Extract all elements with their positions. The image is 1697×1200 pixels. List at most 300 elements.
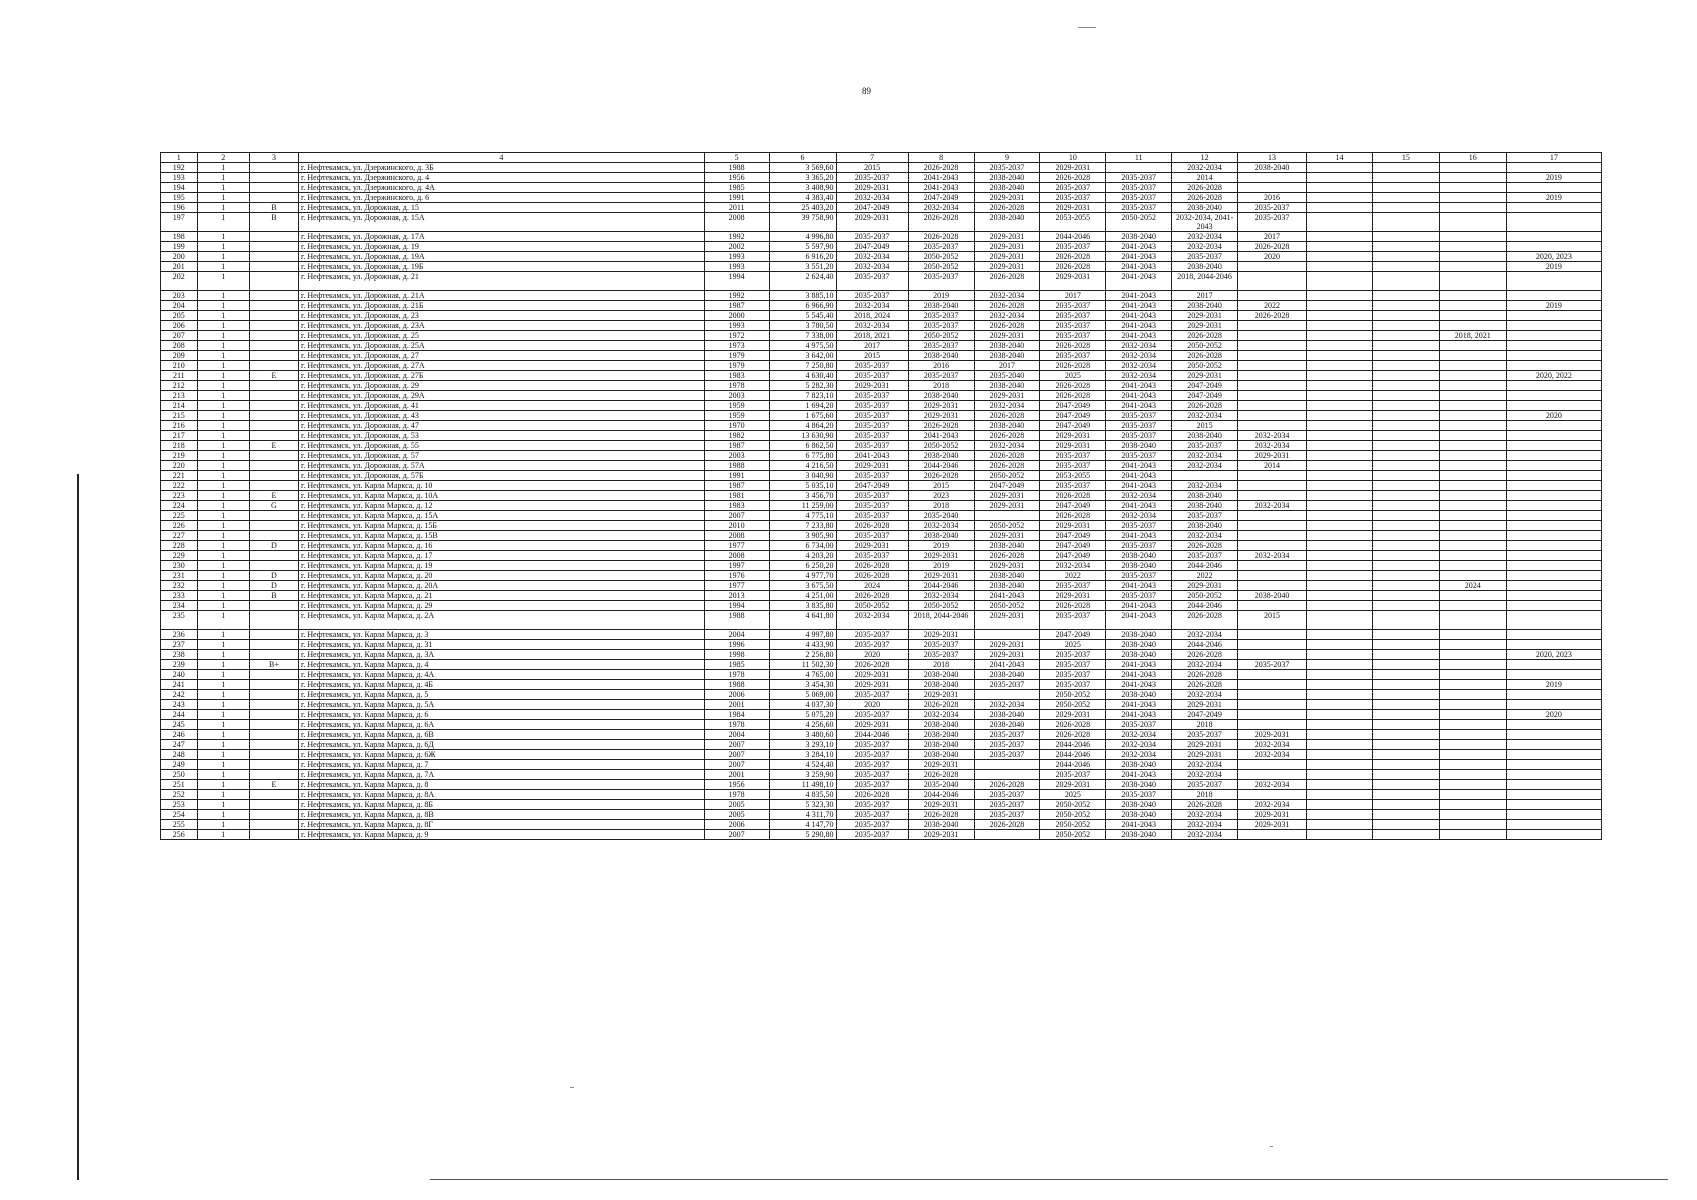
work-period-cell-16 [1439,461,1506,471]
energy-class-cell: Е [249,780,298,790]
year-built-cell: 2005 [704,810,769,820]
area-cell: 4 216,50 [769,461,836,471]
year-built-cell: 1998 [704,650,769,660]
work-period-cell-12: 2032-2034 [1172,830,1238,840]
work-period-cell-16 [1439,471,1506,481]
work-period-cell-13: 2038-2040 [1238,163,1307,173]
area-cell: 5 282,30 [769,381,836,391]
work-period-cell-15 [1372,790,1439,800]
year-built-cell: 2002 [704,242,769,252]
table-row [161,173,1602,183]
work-period-cell-10: 2035-2037 [1040,331,1106,341]
work-period-cell-9: 2029-2031 [974,232,1040,242]
work-period-cell-17 [1506,203,1601,213]
work-period-cell-17 [1506,421,1601,431]
row-number-cell: 211 [161,371,198,381]
work-period-cell-17 [1506,471,1601,481]
work-period-cell-17 [1506,561,1601,571]
work-period-cell-16 [1439,213,1506,232]
year-built-cell: 1959 [704,401,769,411]
work-period-cell-11: 2038-2040 [1106,760,1172,770]
address-cell: г. Нефтекамск, ул. Карла Маркса, д. 7А [299,770,705,780]
work-period-cell-9: 2038-2040 [974,381,1040,391]
work-period-cell-17 [1506,820,1601,830]
work-period-cell-10: 2035-2037 [1040,611,1106,630]
work-period-cell-10: 2026-2028 [1040,361,1106,371]
work-period-cell-13: 2029-2031 [1238,451,1307,461]
year-built-cell: 1978 [704,381,769,391]
work-period-cell-10: 2044-2046 [1040,740,1106,750]
address-cell: г. Нефтекамск, ул. Карла Маркса, д. 10 [299,481,705,491]
row-number-cell: 250 [161,770,198,780]
address-cell: г. Нефтекамск, ул. Карла Маркса, д. 7 [299,760,705,770]
work-period-cell-7: 2029-2031 [836,670,908,680]
work-period-cell-12: 2038-2040 [1172,301,1238,311]
work-period-cell-8: 2038-2040 [908,820,974,830]
work-period-cell-11: 2041-2043 [1106,501,1172,511]
work-period-cell-17 [1506,163,1601,173]
work-period-cell-13 [1238,291,1307,301]
work-period-cell-14 [1307,431,1373,441]
area-cell: 4 975,50 [769,341,836,351]
work-period-cell-8: 2050-2052 [908,601,974,611]
energy-class-cell [249,252,298,262]
energy-class-cell: D [249,541,298,551]
work-period-cell-11: 2038-2040 [1106,800,1172,810]
table-row [161,630,1602,640]
energy-class-cell [249,810,298,820]
work-period-cell-11: 2041-2043 [1106,381,1172,391]
work-period-cell-10: 2022 [1040,571,1106,581]
work-period-cell-12: 2035-2037 [1172,441,1238,451]
work-period-cell-12: 2029-2031 [1172,321,1238,331]
work-period-cell-13: 2032-2034 [1238,740,1307,750]
count-cell: 1 [197,401,249,411]
year-built-cell: 1993 [704,262,769,272]
work-period-cell-16 [1439,800,1506,810]
year-built-cell: 2005 [704,800,769,810]
count-cell: 1 [197,371,249,381]
work-period-cell-8: 2047-2049 [908,193,974,203]
work-period-cell-11: 2050-2052 [1106,213,1172,232]
work-period-cell-12: 2032-2034 [1172,760,1238,770]
year-built-cell: 2001 [704,700,769,710]
work-period-cell-13 [1238,601,1307,611]
work-period-cell-17 [1506,601,1601,611]
table-row [161,700,1602,710]
area-cell: 5 069,00 [769,690,836,700]
work-period-cell-17 [1506,670,1601,680]
work-period-cell-12: 2038-2040 [1172,491,1238,501]
count-cell: 1 [197,730,249,740]
work-period-cell-9: 2035-2037 [974,790,1040,800]
work-period-cell-14 [1307,501,1373,511]
work-period-cell-17 [1506,441,1601,451]
area-cell: 4 997,80 [769,630,836,640]
work-period-cell-10: 2029-2031 [1040,521,1106,531]
work-period-cell-9: 2035-2040 [974,371,1040,381]
work-period-cell-17 [1506,451,1601,461]
year-built-cell: 1991 [704,471,769,481]
count-cell: 1 [197,561,249,571]
work-period-cell-10: 2035-2037 [1040,351,1106,361]
year-built-cell: 2008 [704,213,769,232]
work-period-cell-14 [1307,301,1373,311]
work-period-cell-13 [1238,262,1307,272]
energy-class-cell [249,401,298,411]
work-period-cell-13: 2032-2034 [1238,780,1307,790]
work-period-cell-11: 2041-2043 [1106,531,1172,541]
work-period-cell-16: 2024 [1439,581,1506,591]
work-period-cell-13: 2015 [1238,611,1307,630]
work-period-cell-13 [1238,381,1307,391]
work-period-cell-11: 2041-2043 [1106,581,1172,591]
energy-class-cell [249,770,298,780]
work-period-cell-17 [1506,311,1601,321]
work-period-cell-11: 2041-2043 [1106,311,1172,321]
work-period-cell-17 [1506,800,1601,810]
area-cell: 3 675,50 [769,581,836,591]
work-period-cell-7: 2035-2037 [836,371,908,381]
address-cell: г. Нефтекамск, ул. Дорожная, д. 27Б [299,371,705,381]
work-period-cell-8: 2035-2037 [908,311,974,321]
work-period-cell-12: 2032-2034 [1172,461,1238,471]
work-period-cell-17 [1506,521,1601,531]
work-period-cell-10: 2026-2028 [1040,173,1106,183]
work-period-cell-10: 2053-2055 [1040,213,1106,232]
work-period-cell-15 [1372,581,1439,591]
year-built-cell: 1983 [704,371,769,381]
work-period-cell-13: 2032-2034 [1238,431,1307,441]
area-cell: 4 203,20 [769,551,836,561]
work-period-cell-16 [1439,441,1506,451]
work-period-cell-14 [1307,351,1373,361]
work-period-cell-12: 2047-2049 [1172,391,1238,401]
count-cell: 1 [197,670,249,680]
work-period-cell-9: 2050-2052 [974,471,1040,481]
energy-class-cell [249,431,298,441]
count-cell: 1 [197,361,249,371]
work-period-cell-17 [1506,581,1601,591]
area-cell: 4 835,50 [769,790,836,800]
work-period-cell-13 [1238,471,1307,481]
row-number-cell: 212 [161,381,198,391]
work-period-cell-10: 2026-2028 [1040,252,1106,262]
year-built-cell: 2007 [704,830,769,840]
row-number-cell: 256 [161,830,198,840]
work-period-cell-7: 2035-2037 [836,690,908,700]
work-period-cell-10: 2026-2028 [1040,491,1106,501]
address-cell: г. Нефтекамск, ул. Дорожная, д. 47 [299,421,705,431]
work-period-cell-9: 2029-2031 [974,491,1040,501]
work-period-cell-13: 2029-2031 [1238,730,1307,740]
work-period-cell-12: 2026-2028 [1172,611,1238,630]
work-period-cell-15 [1372,351,1439,361]
row-number-cell: 251 [161,780,198,790]
work-period-cell-11: 2041-2043 [1106,291,1172,301]
year-built-cell: 1978 [704,670,769,680]
work-period-cell-7: 2015 [836,351,908,361]
row-number-cell: 225 [161,511,198,521]
work-period-cell-11: 2041-2043 [1106,670,1172,680]
year-built-cell: 2001 [704,770,769,780]
work-period-cell-7: 2026-2028 [836,790,908,800]
work-period-cell-13: 2032-2034 [1238,800,1307,810]
table-row [161,521,1602,531]
table-row [161,720,1602,730]
area-cell: 4 037,30 [769,700,836,710]
work-period-cell-16 [1439,232,1506,242]
count-cell: 1 [197,640,249,650]
work-period-cell-7: 2020 [836,650,908,660]
energy-class-cell [249,511,298,521]
work-period-cell-13: 2022 [1238,301,1307,311]
count-cell: 1 [197,471,249,481]
work-period-cell-7: 2026-2028 [836,591,908,601]
work-period-cell-10: 2026-2028 [1040,391,1106,401]
work-period-cell-7: 2035-2037 [836,291,908,301]
year-built-cell: 2010 [704,521,769,531]
work-period-cell-10: 2029-2031 [1040,591,1106,601]
work-period-cell-17 [1506,690,1601,700]
work-period-cell-9: 2038-2040 [974,351,1040,361]
address-cell: г. Нефтекамск, ул. Карла Маркса, д. 6Д [299,740,705,750]
work-period-cell-12: 2032-2034 [1172,242,1238,252]
address-cell: г. Нефтекамск, ул. Карла Маркса, д. 17 [299,551,705,561]
work-period-cell-7: 2029-2031 [836,461,908,471]
count-cell: 1 [197,710,249,720]
work-period-cell-15 [1372,173,1439,183]
work-period-cell-12: 2029-2031 [1172,581,1238,591]
address-cell: г. Нефтекамск, ул. Карла Маркса, д. 20А [299,581,705,591]
work-period-cell-8: 2029-2031 [908,630,974,640]
address-cell: г. Нефтекамск, ул. Дорожная, д. 29А [299,391,705,401]
area-cell: 4 256,60 [769,720,836,730]
work-period-cell-13: 2032-2034 [1238,441,1307,451]
area-cell: 6 250,20 [769,561,836,571]
work-period-cell-8: 2029-2031 [908,551,974,561]
work-period-cell-14 [1307,262,1373,272]
area-cell: 5 035,10 [769,481,836,491]
work-period-cell-8: 2023 [908,491,974,501]
work-period-cell-15 [1372,291,1439,301]
address-cell: г. Нефтекамск, ул. Карла Маркса, д. 5А [299,700,705,710]
work-period-cell-10: 2035-2037 [1040,581,1106,591]
work-period-cell-8: 2041-2043 [908,183,974,193]
header-cell: 13 [1238,153,1307,163]
address-cell: г. Нефтекамск, ул. Дорожная, д. 41 [299,401,705,411]
work-period-cell-17: 2020, 2023 [1506,252,1601,262]
work-period-cell-8: 2038-2040 [908,720,974,730]
work-period-cell-8: 2026-2028 [908,810,974,820]
work-period-cell-13 [1238,770,1307,780]
work-period-cell-7: 2035-2037 [836,421,908,431]
area-cell: 6 862,50 [769,441,836,451]
work-period-cell-16 [1439,760,1506,770]
work-period-cell-15 [1372,411,1439,421]
work-period-cell-12: 2018 [1172,790,1238,800]
area-cell: 6 734,00 [769,541,836,551]
work-period-cell-9 [974,770,1040,780]
address-cell: г. Нефтекамск, ул. Дорожная, д. 57 [299,451,705,461]
address-cell: г. Нефтекамск, ул. Карла Маркса, д. 12 [299,501,705,511]
work-period-cell-11: 2041-2043 [1106,481,1172,491]
work-period-cell-8: 2044-2046 [908,461,974,471]
work-period-cell-7: 2035-2037 [836,780,908,790]
work-period-cell-11: 2035-2037 [1106,720,1172,730]
work-period-cell-13: 2029-2031 [1238,810,1307,820]
work-period-cell-13: 2029-2031 [1238,820,1307,830]
year-built-cell: 1977 [704,581,769,591]
count-cell: 1 [197,163,249,173]
year-built-cell: 1959 [704,411,769,421]
area-cell: 1 675,60 [769,411,836,421]
header-cell: 3 [249,153,298,163]
row-number-cell: 235 [161,611,198,630]
work-period-cell-8: 2026-2028 [908,232,974,242]
work-period-cell-7: 2035-2037 [836,800,908,810]
work-period-cell-14 [1307,441,1373,451]
energy-class-cell [249,830,298,840]
work-period-cell-17 [1506,242,1601,252]
row-number-cell: 240 [161,670,198,680]
work-period-cell-8: 2032-2034 [908,710,974,720]
table-body [161,163,1602,840]
work-period-cell-15 [1372,710,1439,720]
energy-class-cell [249,321,298,331]
work-period-cell-10: 2026-2028 [1040,341,1106,351]
work-period-cell-10: 2025 [1040,790,1106,800]
energy-class-cell [249,183,298,193]
work-period-cell-14 [1307,650,1373,660]
count-cell: 1 [197,331,249,341]
work-period-cell-7: 2032-2034 [836,252,908,262]
count-cell: 1 [197,830,249,840]
count-cell: 1 [197,650,249,660]
count-cell: 1 [197,441,249,451]
table-row [161,780,1602,790]
work-period-cell-15 [1372,471,1439,481]
work-period-cell-10: 2035-2037 [1040,183,1106,193]
work-period-cell-13 [1238,481,1307,491]
work-period-cell-14 [1307,341,1373,351]
work-period-cell-12: 2026-2028 [1172,800,1238,810]
row-number-cell: 215 [161,411,198,421]
work-period-cell-11: 2032-2034 [1106,351,1172,361]
year-built-cell: 1976 [704,571,769,581]
work-period-cell-7: 2035-2037 [836,810,908,820]
work-period-cell-9: 2035-2037 [974,740,1040,750]
area-cell: 1 694,20 [769,401,836,411]
work-period-cell-15 [1372,521,1439,531]
work-period-cell-13 [1238,531,1307,541]
work-period-cell-11: 2032-2034 [1106,750,1172,760]
work-period-cell-7: 2035-2037 [836,391,908,401]
work-period-cell-7: 2018, 2021 [836,331,908,341]
row-number-cell: 237 [161,640,198,650]
work-period-cell-9: 2038-2040 [974,710,1040,720]
row-number-cell: 203 [161,291,198,301]
address-cell: г. Нефтекамск, ул. Карла Маркса, д. 8А [299,790,705,800]
address-cell: г. Нефтекамск, ул. Дорожная, д. 17А [299,232,705,242]
energy-class-cell [249,670,298,680]
work-period-cell-7: 2026-2028 [836,660,908,670]
work-period-cell-15 [1372,491,1439,501]
count-cell: 1 [197,760,249,770]
count-cell: 1 [197,341,249,351]
work-period-cell-15 [1372,730,1439,740]
work-period-cell-12: 2032-2034 [1172,481,1238,491]
work-period-cell-12: 2035-2037 [1172,730,1238,740]
work-period-cell-16 [1439,391,1506,401]
work-period-cell-16 [1439,670,1506,680]
year-built-cell: 2006 [704,820,769,830]
table-row [161,820,1602,830]
work-period-cell-7: 2035-2037 [836,830,908,840]
work-period-cell-17 [1506,431,1601,441]
work-period-cell-14 [1307,611,1373,630]
work-period-cell-13 [1238,680,1307,690]
work-period-cell-7: 2035-2037 [836,770,908,780]
work-period-cell-10: 2026-2028 [1040,720,1106,730]
table-row [161,611,1602,630]
work-period-cell-10: 2050-2052 [1040,810,1106,820]
work-period-cell-14 [1307,401,1373,411]
work-period-cell-15 [1372,341,1439,351]
address-cell: г. Нефтекамск, ул. Дорожная, д. 53 [299,431,705,441]
row-number-cell: 196 [161,203,198,213]
work-period-cell-8: 2018, 2044-2046 [908,611,974,630]
work-period-cell-17 [1506,481,1601,491]
header-cell: 6 [769,153,836,163]
address-cell: г. Нефтекамск, ул. Дорожная, д. 21Б [299,301,705,311]
work-period-cell-14 [1307,820,1373,830]
work-period-cell-7: 2035-2037 [836,441,908,451]
area-cell: 4 641,80 [769,611,836,630]
table-row [161,401,1602,411]
row-number-cell: 244 [161,710,198,720]
year-built-cell: 2008 [704,531,769,541]
work-period-cell-11: 2041-2043 [1106,262,1172,272]
address-cell: г. Нефтекамск, ул. Карла Маркса, д. 4Б [299,680,705,690]
work-period-cell-8: 2026-2028 [908,700,974,710]
table-row [161,331,1602,341]
work-period-cell-8: 2038-2040 [908,730,974,740]
work-period-cell-12: 2022 [1172,571,1238,581]
count-cell: 1 [197,291,249,301]
year-built-cell: 1991 [704,193,769,203]
work-period-cell-10: 2035-2037 [1040,660,1106,670]
work-period-cell-9: 2032-2034 [974,291,1040,301]
work-period-cell-8: 2050-2052 [908,441,974,451]
year-built-cell: 1994 [704,272,769,291]
work-period-cell-17 [1506,461,1601,471]
address-cell: г. Нефтекамск, ул. Карла Маркса, д. 5 [299,690,705,700]
work-period-cell-16 [1439,411,1506,421]
work-period-cell-9: 2026-2028 [974,820,1040,830]
work-period-cell-15 [1372,511,1439,521]
energy-class-cell: G [249,501,298,511]
work-period-cell-15 [1372,262,1439,272]
row-number-cell: 249 [161,760,198,770]
work-period-cell-8: 2026-2028 [908,770,974,780]
table-row [161,591,1602,601]
work-period-cell-15 [1372,213,1439,232]
work-period-cell-13 [1238,511,1307,521]
header-cell: 17 [1506,153,1601,163]
work-period-cell-9: 2029-2031 [974,640,1040,650]
work-period-cell-13: 2038-2040 [1238,591,1307,601]
